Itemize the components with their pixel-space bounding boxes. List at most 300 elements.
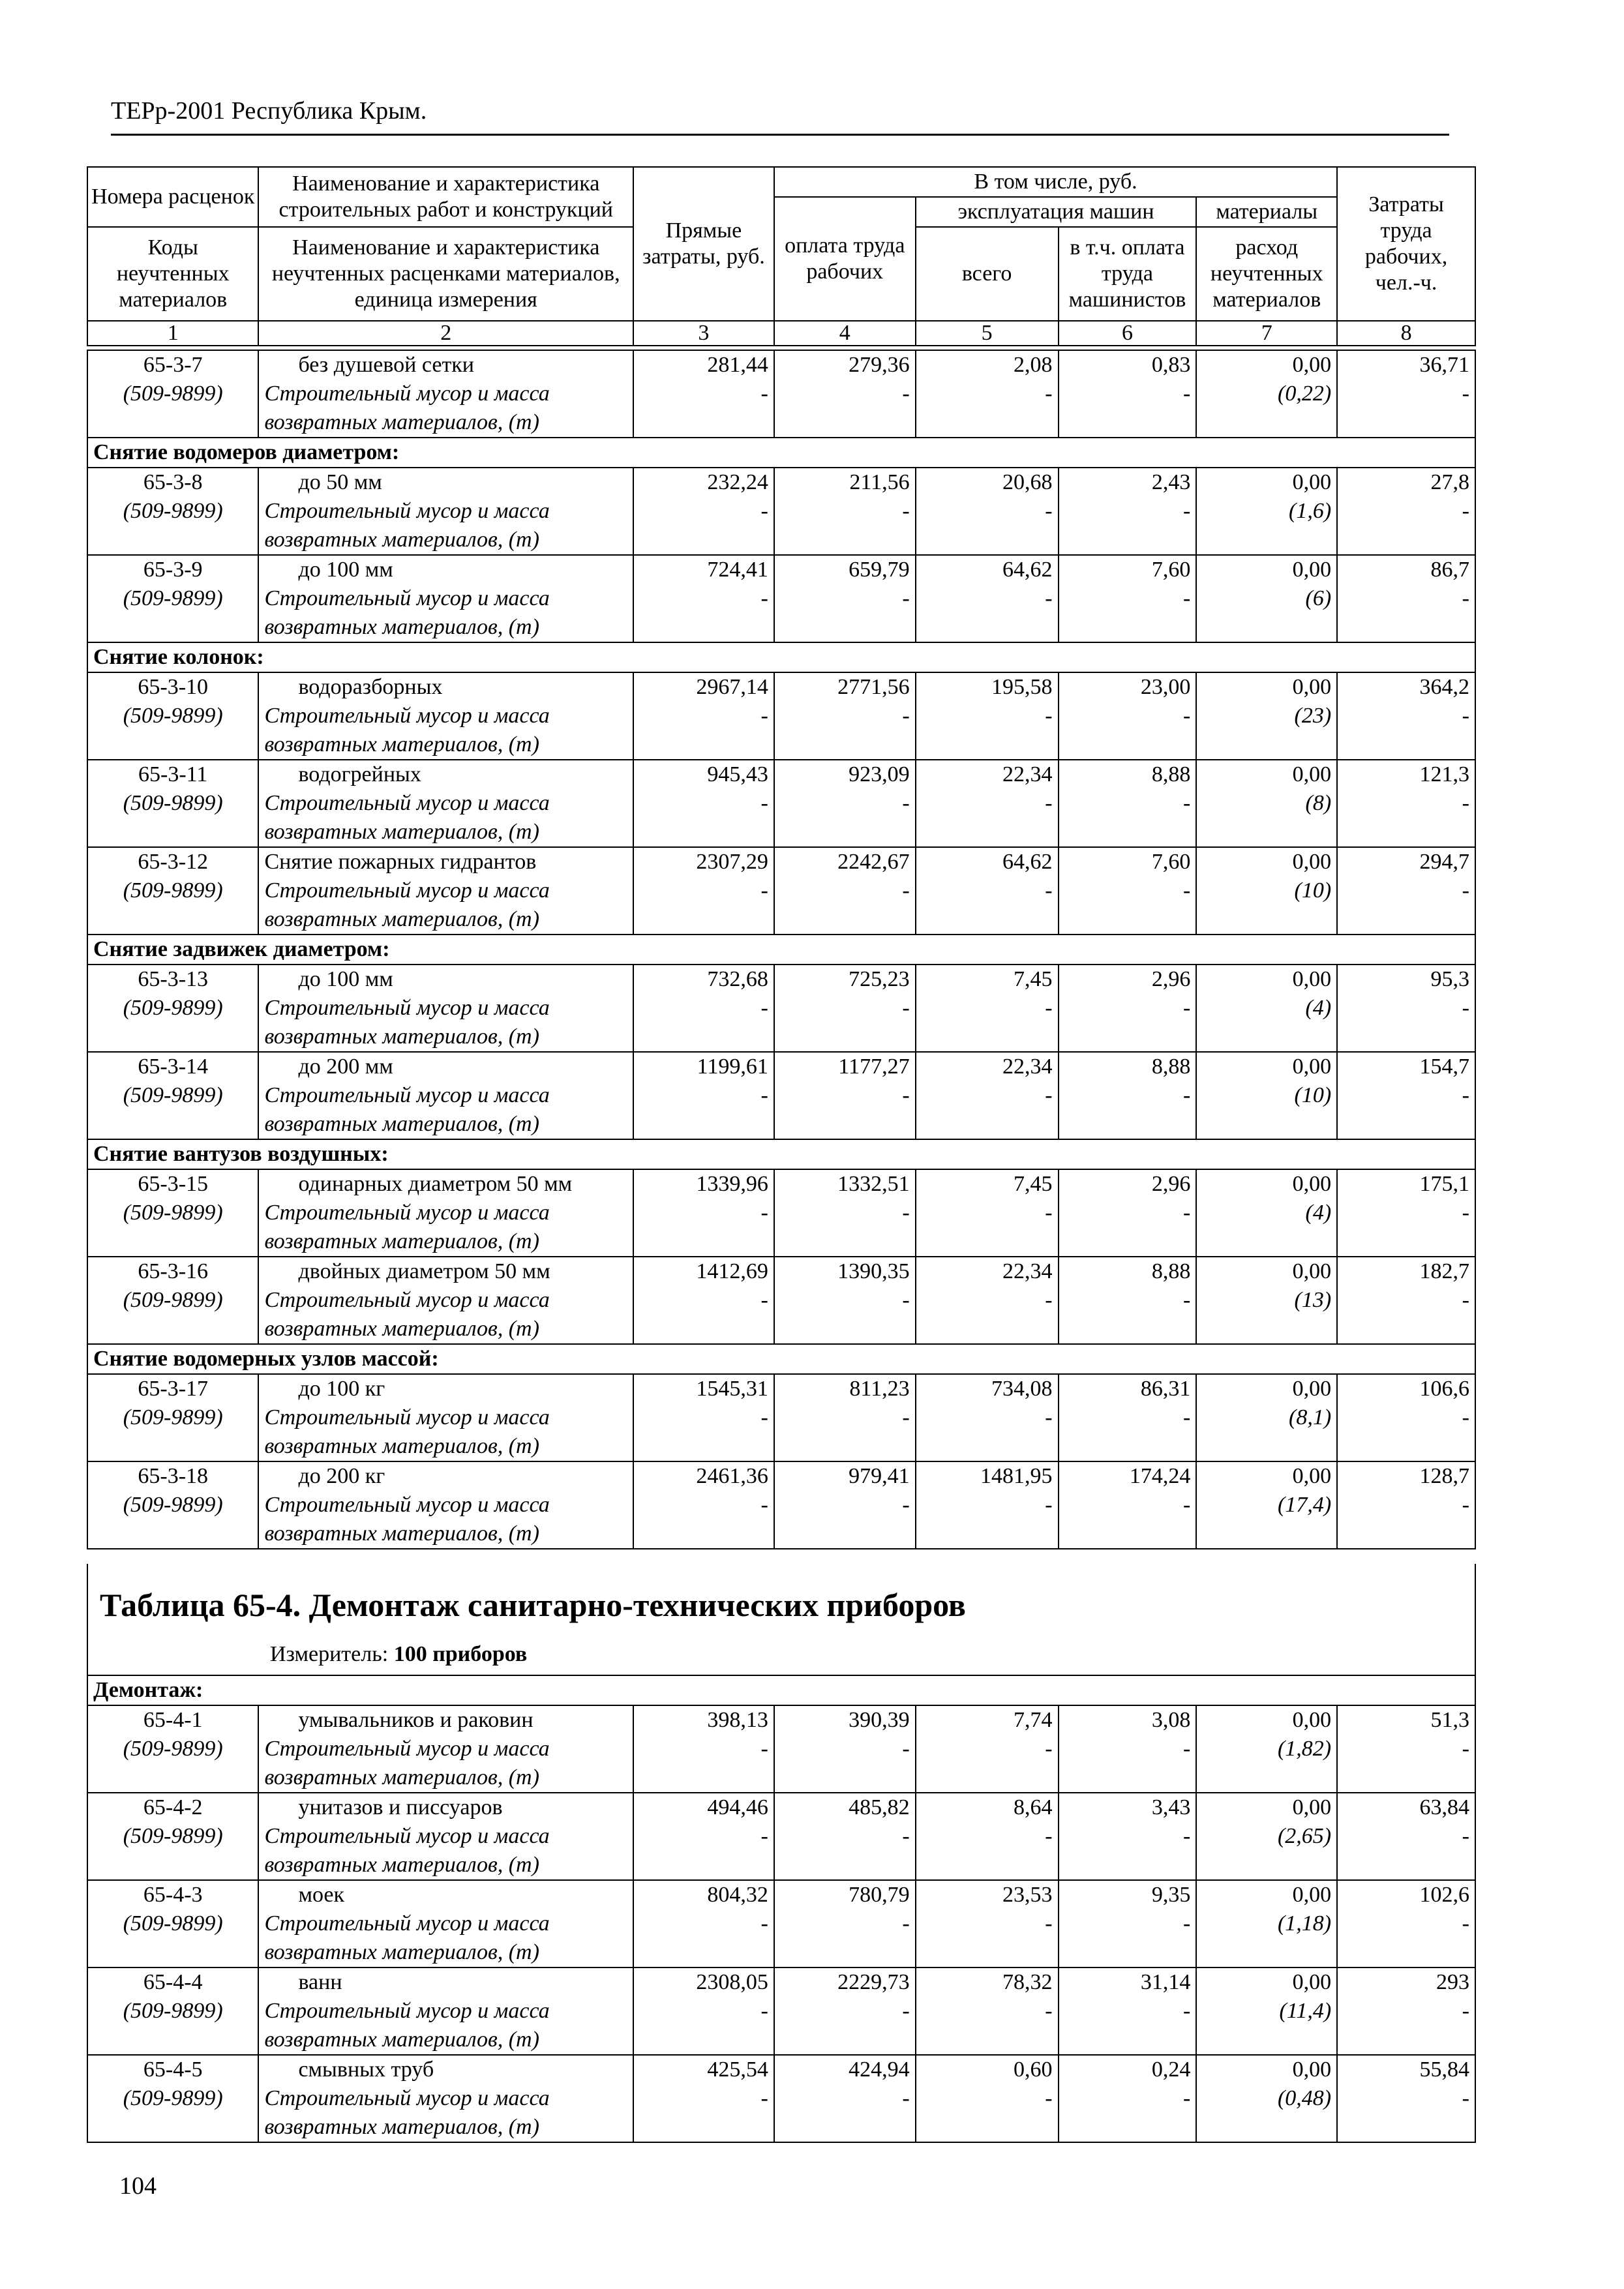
dash: - [1045,1824,1053,1848]
rate-name: водогрейных [298,762,421,786]
machines-total: 20,68 [1002,470,1053,494]
dash: - [1462,382,1469,406]
material-name: Строительный мусор и масса [264,1493,550,1517]
worker-pay: 979,41 [849,1464,910,1488]
machinist-pay: 23,00 [1140,675,1191,699]
material-usage: (13) [1294,1288,1332,1312]
labor-hours-cell [1337,760,1475,847]
rate-code-cell [87,468,258,555]
dash: - [1045,586,1053,610]
rate-name-cell [258,1461,633,1549]
worker-pay-cell [774,847,916,935]
material-usage: (8) [1305,791,1332,815]
rate-code: 65-4-2 [143,1795,203,1819]
labor-hours-cell [1337,1705,1475,1793]
rate-code: 65-3-10 [138,675,209,699]
dash: - [1045,1201,1053,1225]
dash: - [760,499,768,523]
materials-cost: 0,00 [1292,558,1332,582]
dash: - [902,1405,910,1429]
worker-pay-cell [774,350,916,438]
dash: - [1182,1737,1191,1761]
machinist-pay: 31,14 [1140,1970,1191,1994]
rate-name-cell [258,1052,633,1139]
worker-pay: 424,94 [849,2057,910,2082]
dash: - [902,791,910,815]
header-rule [111,134,1449,136]
material-name: Строительный мусор и масса [264,586,550,610]
dash: - [1045,382,1053,406]
worker-pay-cell [774,1793,916,1880]
materials-cost: 0,00 [1292,1708,1332,1732]
materials-cost: 0,00 [1292,850,1332,874]
dash: - [1183,586,1191,610]
labor-hours: 36,71 [1419,353,1469,377]
material-name: Строительный мусор и масса [264,382,550,406]
direct-costs-cell [633,1052,774,1139]
rate-code-cell [87,672,258,760]
rate-name: до 50 мм [298,470,382,494]
rate-code: 65-3-14 [138,1055,209,1079]
material-code: (509-9899) [123,1405,223,1429]
material-name-cont: возвратных материалов, (т) [264,1112,539,1136]
dash: - [1183,1405,1191,1429]
machinist-pay-cell [1059,1880,1197,1967]
dash: - [902,1201,910,1225]
labor-hours-cell [1337,1967,1475,2055]
material-name-cont: возвратных материалов, (т) [264,2027,539,2052]
section-row [87,642,1475,672]
direct-costs: 945,43 [707,762,768,786]
labor-hours: 128,7 [1419,1464,1469,1488]
machines-total: 22,34 [1002,1055,1053,1079]
material-name-cont: возвратных материалов, (т) [264,1025,539,1049]
col-header-rate-numbers: Номера расценок [87,167,258,227]
materials-cost: 0,00 [1292,1883,1332,1907]
direct-costs: 1339,96 [696,1172,768,1196]
material-usage: (17,4) [1278,1493,1332,1517]
rate-name: без душевой сетки [298,353,474,377]
dash: - [902,1999,910,2023]
price-table-header [87,166,1476,346]
machines-total-cell [916,1052,1059,1139]
col-header-group: В том числе, руб. [774,167,1337,197]
worker-pay: 279,36 [849,353,910,377]
dash: - [760,791,768,815]
page-header-title: ТЕРр-2001 Республика Крым. [111,97,427,125]
rate-row [87,1793,1475,1880]
rate-name: ванн [298,1970,342,1994]
materials-cell [1196,847,1337,935]
materials-cell [1196,672,1337,760]
labor-hours-cell [1337,1052,1475,1139]
direct-costs-cell [633,468,774,555]
material-name: Строительный мусор и масса [264,791,550,815]
direct-costs: 724,41 [707,558,768,582]
rate-code-cell [87,555,258,642]
material-code: (509-9899) [123,791,223,815]
dash: - [1462,878,1469,903]
rate-code-cell [87,350,258,438]
direct-costs-cell [633,1705,774,1793]
rate-code: 65-3-15 [138,1172,209,1196]
dash: - [1183,996,1191,1020]
material-name-cont: возвратных материалов, (т) [264,1521,539,1546]
worker-pay-cell [774,1461,916,1549]
rate-name: одинарных диаметром 50 мм [298,1172,573,1196]
table-65-4-title: Таблица 65-4. Демонтаж санитарно-технических приборов [100,1587,966,1623]
machines-total: 734,08 [991,1377,1053,1401]
machines-total: 23,53 [1002,1883,1053,1907]
worker-pay-cell [774,1374,916,1461]
material-name-cont: возвратных материалов, (т) [264,1940,539,1964]
materials-cell [1196,1052,1337,1139]
rate-code: 65-3-17 [138,1377,209,1401]
machinist-pay: 7,60 [1151,850,1191,874]
dash: - [760,1737,768,1761]
rate-row [87,468,1475,555]
dash: - [1183,382,1191,406]
rate-code-cell [87,965,258,1052]
rate-name: до 200 кг [298,1464,385,1488]
dash: - [1045,704,1053,728]
rate-code-cell [87,2055,258,2142]
machinist-pay-cell [1059,760,1197,847]
rate-name: до 100 мм [298,967,393,991]
labor-hours-cell [1337,965,1475,1052]
dash: - [1462,1201,1469,1225]
labor-hours-cell [1337,1257,1475,1344]
material-name: Строительный мусор и масса [264,1999,550,2023]
worker-pay-cell [774,1705,916,1793]
labor-hours-cell [1337,1880,1475,1967]
direct-costs: 1545,31 [696,1377,768,1401]
labor-hours: 95,3 [1430,967,1469,991]
labor-hours: 364,2 [1419,675,1469,699]
worker-pay-cell [774,1052,916,1139]
dash: - [760,1288,768,1312]
machines-total-cell [916,468,1059,555]
worker-pay: 1390,35 [837,1259,910,1283]
machines-total-cell [916,1169,1059,1257]
rate-name: умывальников и раковин [298,1708,534,1732]
worker-pay-cell [774,1169,916,1257]
dash: - [1462,1824,1469,1848]
dash: - [902,1824,910,1848]
material-usage: (8,1) [1289,1405,1332,1429]
machines-total-cell [916,1967,1059,2055]
machinist-pay: 3,08 [1151,1708,1191,1732]
machinist-pay-cell [1059,672,1197,760]
labor-hours-cell [1337,672,1475,760]
machines-total: 2,08 [1014,353,1053,377]
machinist-pay-cell [1059,1257,1197,1344]
col-header-direct-costs: Прямые затраты, руб. [633,167,774,321]
rate-code: 65-4-3 [143,1883,203,1907]
col-header-worker-pay: оплата труда рабочих [774,197,916,321]
rate-name-cell [258,1880,633,1967]
material-name-cont: возвратных материалов, (т) [264,732,539,756]
machines-total-cell [916,1374,1059,1461]
direct-costs-cell [633,1880,774,1967]
machines-total-cell [916,350,1059,438]
section-heading: Снятие задвижек диаметром: [87,935,1475,965]
worker-pay-cell [774,965,916,1052]
material-usage: (4) [1305,1201,1332,1225]
dash: - [1045,1911,1053,1936]
rate-code: 65-3-16 [138,1259,209,1283]
labor-hours-cell [1337,847,1475,935]
dash: - [1045,499,1053,523]
dash: - [902,586,910,610]
dash: - [1045,1493,1053,1517]
material-code: (509-9899) [123,704,223,728]
rate-code-cell [87,1880,258,1967]
machines-total-cell [916,847,1059,935]
rate-row [87,1257,1475,1344]
machinist-pay: 8,88 [1151,762,1191,786]
col-header-material-usage: расход неучтенных материалов [1196,227,1337,321]
rate-name: Снятие пожарных гидрантов [264,850,537,874]
machinist-pay-cell [1059,1705,1197,1793]
rate-name: двойных диаметром 50 мм [298,1259,550,1283]
materials-cost: 0,00 [1292,1377,1332,1401]
labor-hours-cell [1337,2055,1475,2142]
machines-total: 0,60 [1014,2057,1053,2082]
col-header-material-codes: Коды неучтенных материалов [87,227,258,321]
machines-total: 7,74 [1014,1708,1053,1732]
machinist-pay: 9,35 [1151,1883,1191,1907]
material-name-cont: возвратных материалов, (т) [264,410,539,434]
machinist-pay: 3,43 [1151,1795,1191,1819]
material-name: Строительный мусор и масса [264,1083,550,1107]
direct-costs: 2307,29 [696,850,768,874]
rate-row [87,350,1475,438]
machinist-pay-cell [1059,1461,1197,1549]
measure-value: 100 приборов [393,1642,528,1666]
dash: - [1045,2086,1053,2110]
rate-name-cell [258,965,633,1052]
materials-cell [1196,1169,1337,1257]
worker-pay: 2229,73 [837,1970,910,1994]
dash: - [1045,1405,1053,1429]
rate-name: до 100 кг [298,1377,385,1401]
dash: - [1183,1493,1191,1517]
machinist-pay-cell [1059,2055,1197,2142]
materials-cell [1196,1967,1337,2055]
dash: - [1045,996,1053,1020]
col-header-materials: материалы [1196,197,1337,227]
dash: - [1462,791,1469,815]
direct-costs-cell [633,847,774,935]
worker-pay-cell [774,760,916,847]
labor-hours-cell [1337,350,1475,438]
dash: - [1462,1405,1469,1429]
section-row [87,1344,1475,1374]
rate-code: 65-3-7 [143,353,203,377]
rate-code-cell [87,847,258,935]
dash: - [760,1405,768,1429]
dash: - [902,1911,910,1936]
machinist-pay: 2,96 [1151,967,1191,991]
dash: - [1182,1911,1191,1936]
rate-code-cell [87,1705,258,1793]
dash: - [902,1083,910,1107]
rate-name-cell [258,1169,633,1257]
dash: - [1462,1737,1469,1761]
material-name: Строительный мусор и масса [264,996,550,1020]
direct-costs: 2308,05 [696,1970,768,1994]
material-usage: (23) [1294,704,1332,728]
rate-code: 65-3-18 [138,1464,209,1488]
machines-total: 22,34 [1002,762,1053,786]
labor-hours-cell [1337,1793,1475,1880]
material-name-cont: возвратных материалов, (т) [264,1229,539,1253]
col-header-machines-total: всего [916,227,1059,321]
dash: - [1183,878,1191,903]
worker-pay: 811,23 [849,1377,910,1401]
rate-code: 65-4-1 [143,1708,203,1732]
direct-costs: 2461,36 [696,1464,768,1488]
labor-hours-cell [1337,555,1475,642]
dash: - [1045,1737,1053,1761]
machines-total: 7,45 [1014,1172,1053,1196]
material-code: (509-9899) [123,499,223,523]
rate-name-cell [258,1793,633,1880]
worker-pay: 780,79 [849,1883,910,1907]
material-code: (509-9899) [123,1288,223,1312]
direct-costs: 494,46 [707,1795,768,1819]
rate-name: водоразборных [298,675,443,699]
labor-hours: 294,7 [1419,850,1469,874]
material-name-cont: возвратных материалов, (т) [264,1317,539,1341]
materials-cost: 0,00 [1292,1055,1332,1079]
material-code: (509-9899) [123,878,223,903]
col-number: 4 [774,321,916,346]
dash: - [902,878,910,903]
materials-cell [1196,1793,1337,1880]
labor-hours: 102,6 [1419,1883,1469,1907]
direct-costs-cell [633,672,774,760]
material-code: (509-9899) [123,1083,223,1107]
rate-code: 65-4-4 [143,1970,203,1994]
dash: - [1462,996,1469,1020]
material-name-cont: возвратных материалов, (т) [264,1765,539,1789]
materials-cost: 0,00 [1292,1259,1332,1283]
machinist-pay: 2,96 [1151,1172,1191,1196]
machinist-pay: 86,31 [1140,1377,1191,1401]
materials-cost: 0,00 [1292,1970,1332,1994]
material-name: Строительный мусор и масса [264,1201,550,1225]
rate-code-cell [87,1169,258,1257]
material-usage: (10) [1294,1083,1332,1107]
machines-total: 195,58 [991,675,1053,699]
rate-row [87,760,1475,847]
labor-hours: 175,1 [1419,1172,1469,1196]
rate-code: 65-3-11 [138,762,208,786]
machines-total-cell [916,672,1059,760]
dash: - [902,1737,910,1761]
material-code: (509-9899) [123,382,223,406]
machines-total: 64,62 [1002,558,1053,582]
materials-cost: 0,00 [1292,675,1332,699]
material-name: Строительный мусор и масса [264,1824,550,1848]
section-heading: Демонтаж: [87,1675,1475,1705]
direct-costs-cell [633,1967,774,2055]
worker-pay: 390,39 [849,1708,910,1732]
machines-total-cell [916,1257,1059,1344]
material-usage: (4) [1305,996,1332,1020]
rate-name-cell [258,760,633,847]
direct-costs: 1199,61 [697,1055,768,1079]
dash: - [1182,1999,1191,2023]
machinist-pay: 8,88 [1151,1259,1191,1283]
col-number: 8 [1337,321,1475,346]
rate-row [87,672,1475,760]
section-heading: Снятие колонок: [87,642,1475,672]
labor-hours: 121,3 [1419,762,1469,786]
material-name-cont: возвратных материалов, (т) [264,528,539,552]
dash: - [1462,1999,1469,2023]
rate-row [87,555,1475,642]
rate-name-cell [258,1967,633,2055]
dash: - [760,878,768,903]
machines-total-cell [916,2055,1059,2142]
material-name-cont: возвратных материалов, (т) [264,907,539,931]
rate-code-cell [87,1257,258,1344]
rate-name-cell [258,847,633,935]
dash: - [1045,1083,1053,1107]
dash: - [1183,704,1191,728]
materials-cost: 0,00 [1292,1464,1332,1488]
material-usage: (0,48) [1277,2086,1332,2110]
labor-hours-cell [1337,1169,1475,1257]
labor-hours: 293 [1436,1970,1469,1994]
machines-total-cell [916,1880,1059,1967]
labor-hours: 63,84 [1419,1795,1469,1819]
dash: - [1462,499,1469,523]
dash: - [902,1493,910,1517]
machinist-pay-cell [1059,965,1197,1052]
material-usage: (2,65) [1277,1824,1332,1848]
machines-total: 64,62 [1002,850,1053,874]
rate-name-cell [258,1374,633,1461]
materials-cell [1196,1257,1337,1344]
worker-pay-cell [774,1967,916,2055]
machinist-pay-cell [1059,468,1197,555]
rate-code: 65-4-5 [143,2057,203,2082]
dash: - [760,1201,768,1225]
machinist-pay-cell [1059,1052,1197,1139]
rate-code: 65-3-12 [138,850,209,874]
material-name: Строительный мусор и масса [264,1288,550,1312]
rate-name: моек [298,1883,344,1907]
materials-cell [1196,1461,1337,1549]
material-name: Строительный мусор и масса [264,1737,550,1761]
rate-code: 65-3-13 [138,967,209,991]
machines-total: 7,45 [1014,967,1053,991]
machinist-pay-cell [1059,1374,1197,1461]
machinist-pay-cell [1059,555,1197,642]
machinist-pay-cell [1059,350,1197,438]
rate-row [87,1967,1475,2055]
material-code: (509-9899) [123,1911,223,1936]
rate-code: 65-3-8 [143,470,203,494]
material-name-cont: возвратных материалов, (т) [264,1434,539,1458]
machines-total-cell [916,555,1059,642]
labor-hours-cell [1337,1461,1475,1549]
rate-code-cell [87,1374,258,1461]
